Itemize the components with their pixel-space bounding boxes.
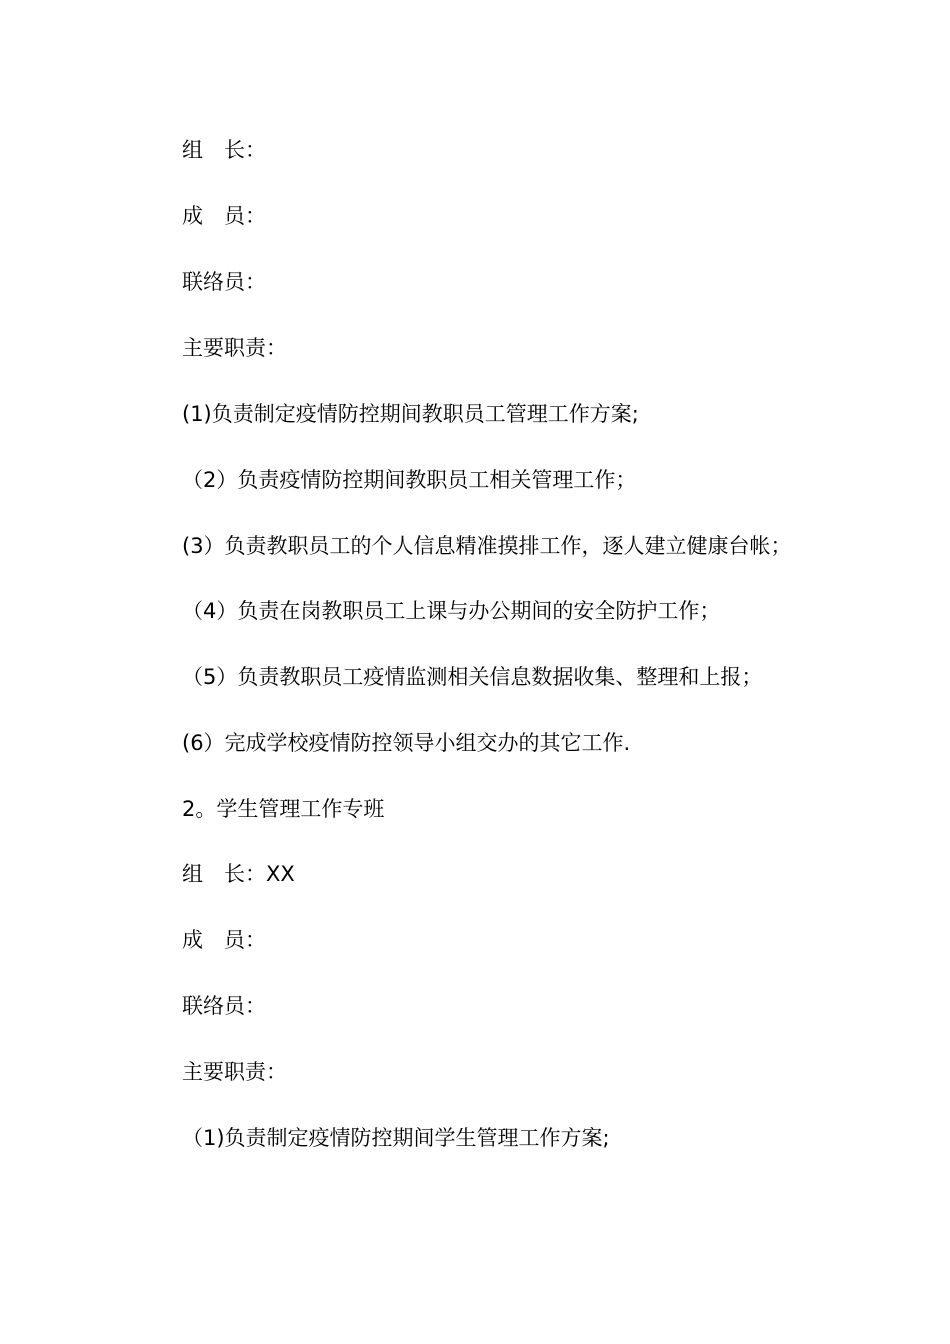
duties-heading-2: 主要职责： <box>182 1060 287 1084</box>
liaison-label-1: 联络员： <box>182 270 266 294</box>
section-heading-student-management: 2。学生管理工作专班 <box>182 797 385 821</box>
liaison-label-2: 联络员： <box>182 994 266 1018</box>
members-label-1: 成 员： <box>182 204 266 228</box>
duty-item-6: (6）完成学校疫情防控领导小组交办的其它工作. <box>182 731 631 755</box>
duty-item-5: （5）负责教职员工疫情监测相关信息数据收集、整理和上报； <box>182 665 763 689</box>
duties-heading-1: 主要职责： <box>182 336 287 360</box>
team-leader-label-1: 组 长： <box>182 138 266 162</box>
team-leader-label-2: 组 长：XX <box>182 862 295 886</box>
duty-item-2: （2）负责疫情防控期间教职员工相关管理工作； <box>182 468 637 492</box>
duty-item-4: （4）负责在岗教职员工上课与办公期间的安全防护工作； <box>182 599 721 623</box>
duty-item-3: (3）负责教职员工的个人信息精准摸排工作，逐人建立健康台帐； <box>182 534 792 558</box>
members-label-2: 成 员： <box>182 928 266 952</box>
duty-item-1: (1)负责制定疫情防控期间教职员工管理工作方案; <box>182 402 639 426</box>
student-duty-item-1: （1)负责制定疫情防控期间学生管理工作方案; <box>182 1126 610 1150</box>
